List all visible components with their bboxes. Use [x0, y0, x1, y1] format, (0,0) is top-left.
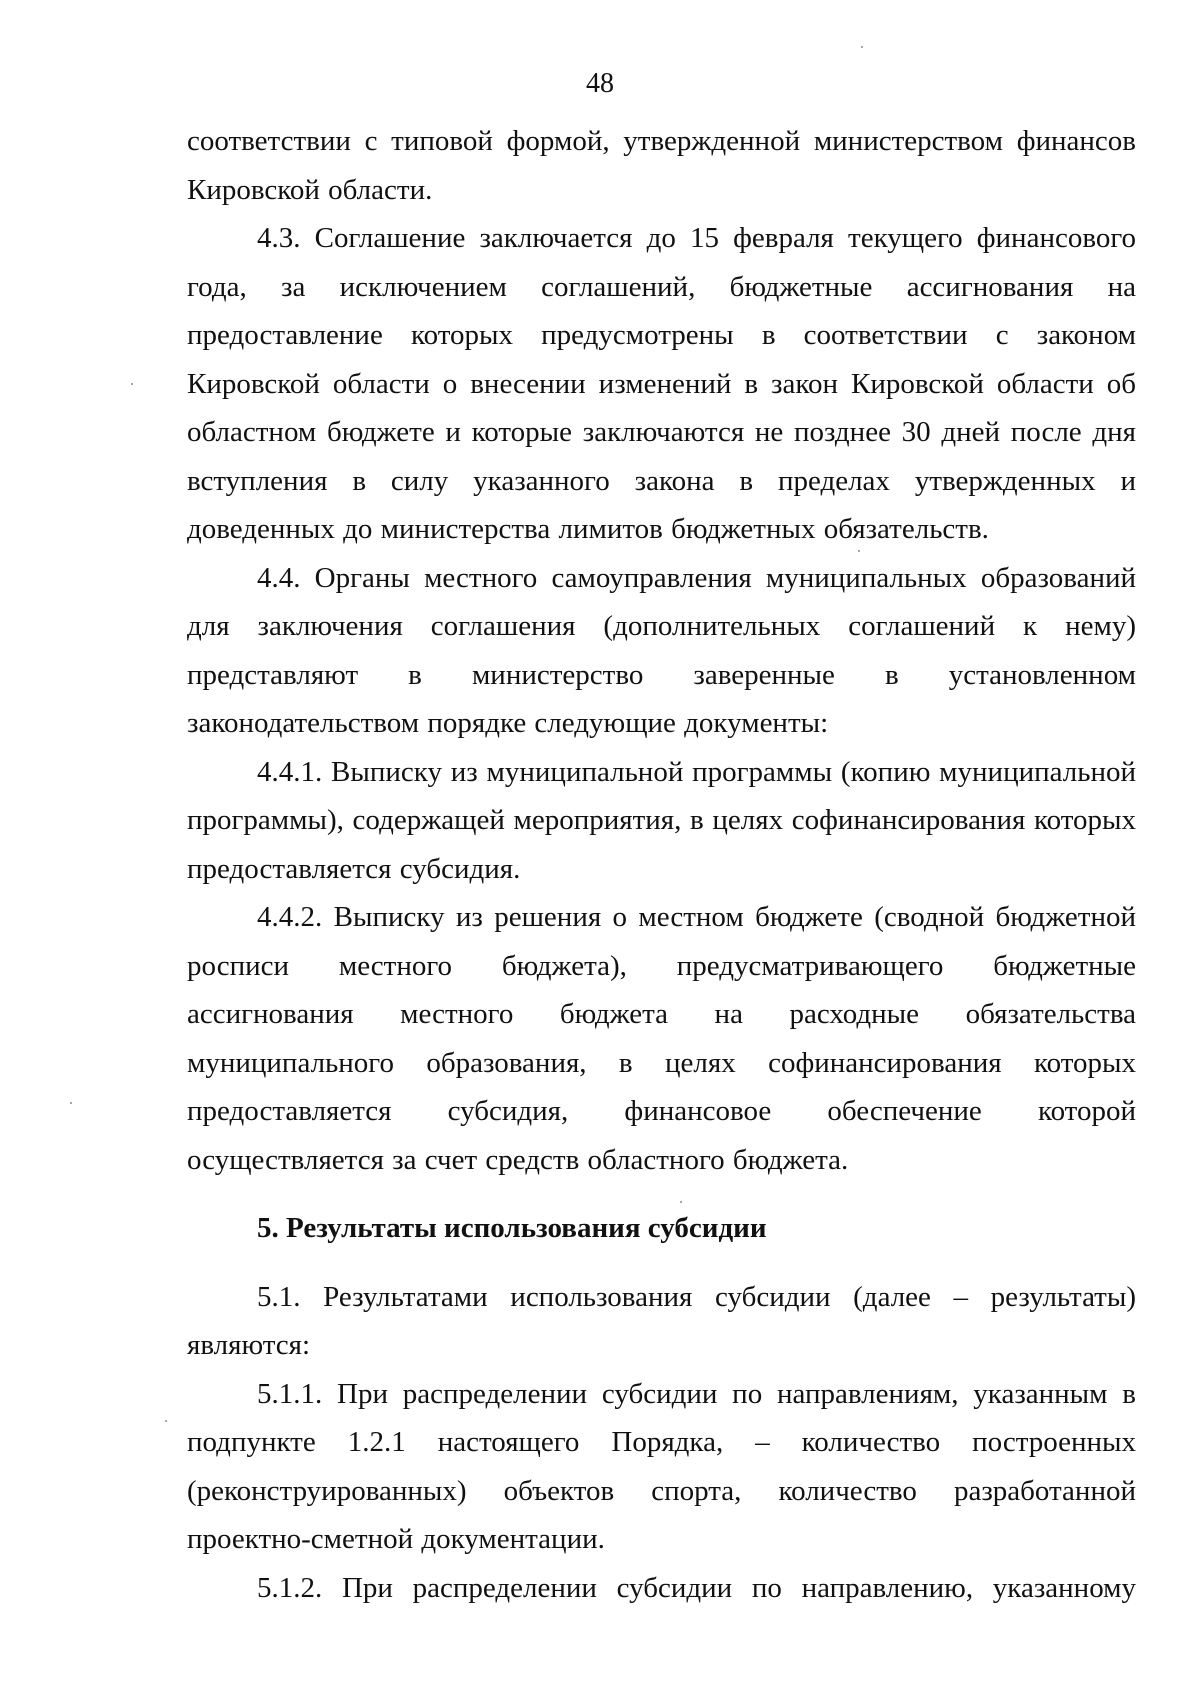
paragraph-4-3: 4.3. Соглашение заключается до 15 февраля текущего финансового года, за исключением соглашений, бюджетные ассигнования на предоставление которых предусмотрены в соответствии с законом Кировской области о внесении изменений в закон Кировской области об областном бюджете и которые заключаются не позднее 30 дней после дня вступления в силу указанного закона в пределах утвержденных и доведенных до министерства лимитов бюджетных обязательств. [187, 222, 1136, 545]
paragraph-4-4: 4.4. Органы местного самоуправления муниципальных образований для заключения соглашения (дополнительных соглашений к нему) представляют в министерство заверенные в установленном законодательством порядке следующие документы: [187, 561, 1136, 739]
paragraph-continuation: соответствии с типовой формой, утвержденной министерством финансов Кировской области. [187, 125, 1136, 206]
section-heading: 5. Результаты использования субсидии [257, 1212, 767, 1244]
paragraph-5-1-2: 5.1.2. При распределении субсидии по направлению, указанному [257, 1571, 1136, 1604]
scan-speck [131, 383, 133, 385]
page-number: 48 [586, 68, 614, 99]
scan-speck [680, 1201, 682, 1203]
paragraph-4-4-2: 4.4.2. Выписку из решения о местном бюджете (сводной бюджетной росписи местного бюджета), предусматривающего бюджетные ассигнования местного бюджета на расходные обязательства муниципального образования, в целях софинансирования которых предоставляется субсидия, финансовое обеспечение которой осуществляется за счет средств областного бюджета. [187, 901, 1136, 1176]
scan-speck [165, 1420, 167, 1422]
scan-speck [861, 46, 863, 48]
document-body [187, 117, 1136, 1612]
paragraph-5-1-1: 5.1.1. При распределении субсидии по направлениям, указанным в подпункте 1.2.1 настоящего Порядка, – количество построенных (реконструированных) объектов спорта, количество разработанной проектно-сметной документации. [187, 1377, 1136, 1555]
scan-speck [858, 550, 860, 552]
paragraph-4-4-1: 4.4.1. Выписку из муниципальной программы (копию муниципальной программы), содержащей мероприятия, в целях софинансирования которых предоставляется субсидия. [187, 755, 1136, 885]
paragraph-5-1: 5.1. Результатами использования субсидии (далее – результаты) являются: [187, 1280, 1136, 1361]
scan-speck [70, 1102, 72, 1104]
